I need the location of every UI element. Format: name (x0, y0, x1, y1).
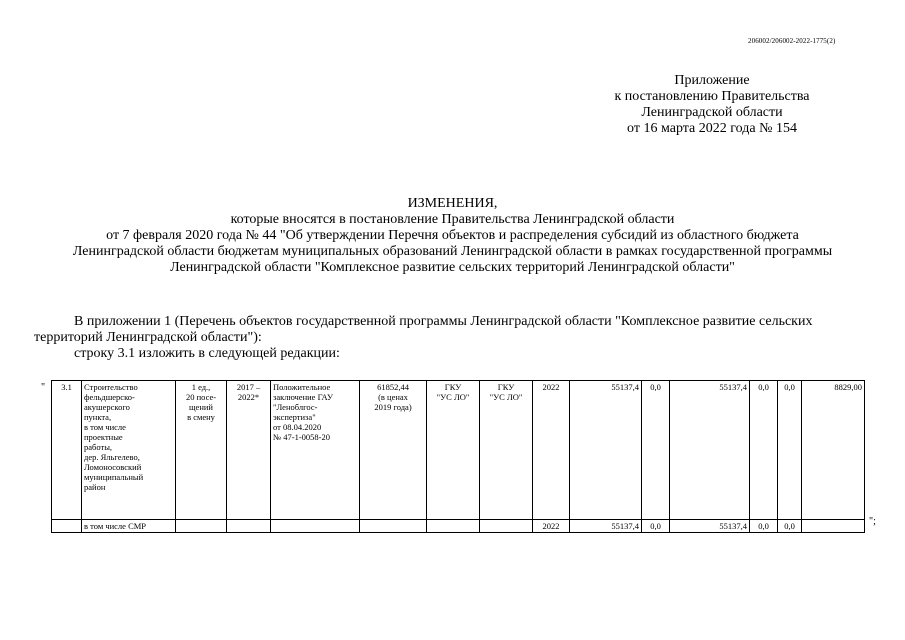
sub-regional-cell: 55137,4 (670, 520, 750, 533)
title-heading: ИЗМЕНЕНИЯ, (407, 196, 498, 211)
remainder-cell: 8829,00 (802, 381, 865, 520)
object-name-cell: Строительство фельдшерско- акушерского пункта, в том числе проектные работы, дер. Яльгелево, Ломоносовский муниципальный район (82, 381, 176, 520)
appendix-line-4: от 16 марта 2022 года № 154 (627, 121, 797, 136)
empty-cell (480, 520, 533, 533)
empty-cell (227, 520, 271, 533)
other-cell: 0,0 (778, 381, 802, 520)
customer-cell: ГКУ "УС ЛО" (427, 381, 480, 520)
intro-paragraph-1: В приложении 1 (Перечень объектов государственной программы Ленинградской области "Комплексное развитие сельских территорий Ленинградской области"): (34, 314, 813, 345)
local-cell: 0,0 (750, 381, 778, 520)
federal-cell: 0,0 (642, 381, 670, 520)
appendix-line-2: к постановлению Правительства (614, 89, 810, 104)
empty-cell (52, 520, 82, 533)
regional-cell: 55137,4 (670, 381, 750, 520)
object-table (51, 380, 865, 533)
total-cell: 55137,4 (570, 381, 642, 520)
sub-total-cell: 55137,4 (570, 520, 642, 533)
period-cell: 2017 – 2022* (227, 381, 271, 520)
cost-cell: 61852,44 (в ценах 2019 года) (360, 381, 427, 520)
table-row (52, 520, 865, 533)
title-line-1: которые вносятся в постановление Правительства Ленинградской области (230, 212, 675, 227)
opening-quote: " (41, 382, 46, 393)
sub-other-cell: 0,0 (778, 520, 802, 533)
empty-cell (427, 520, 480, 533)
title-line-3: Ленинградской области бюджетам муниципальных образований Ленинградской области в рамках государственной программы (72, 244, 833, 259)
empty-cell (360, 520, 427, 533)
sub-year-cell: 2022 (533, 520, 570, 533)
title-line-4: Ленинградской области "Комплексное развитие сельских территорий Ленинградской области" (170, 260, 735, 275)
empty-cell (271, 520, 360, 533)
row-number-cell: 3.1 (52, 381, 82, 520)
empty-cell (176, 520, 227, 533)
sub-local-cell: 0,0 (750, 520, 778, 533)
closing-quote: "; (869, 516, 876, 527)
sub-federal-cell: 0,0 (642, 520, 670, 533)
table-row (52, 381, 865, 520)
intro-text (34, 314, 879, 362)
builder-cell: ГКУ "УС ЛО" (480, 381, 533, 520)
expertise-cell: Положительное заключение ГАУ "Леноблгос- экспертиза" от 08.04.2020 № 47-1-0058-20 (271, 381, 360, 520)
appendix-line-1: Приложение (674, 73, 750, 88)
appendix-line-3: Ленинградской области (641, 105, 783, 120)
empty-cell (802, 520, 865, 533)
appendix-header (592, 73, 832, 137)
document-title (20, 196, 885, 276)
sub-label-cell: в том числе СМР (82, 520, 176, 533)
year-cell: 2022 (533, 381, 570, 520)
document-id: 206002/206002-2022-1775(2) (748, 37, 836, 45)
capacity-cell: 1 ед., 20 посе- щений в смену (176, 381, 227, 520)
intro-paragraph-2: строку 3.1 изложить в следующей редакции: (74, 346, 340, 361)
title-line-2: от 7 февраля 2020 года № 44 "Об утверждении Перечня объектов и распределения субсидий из областного бюджета (106, 228, 799, 243)
